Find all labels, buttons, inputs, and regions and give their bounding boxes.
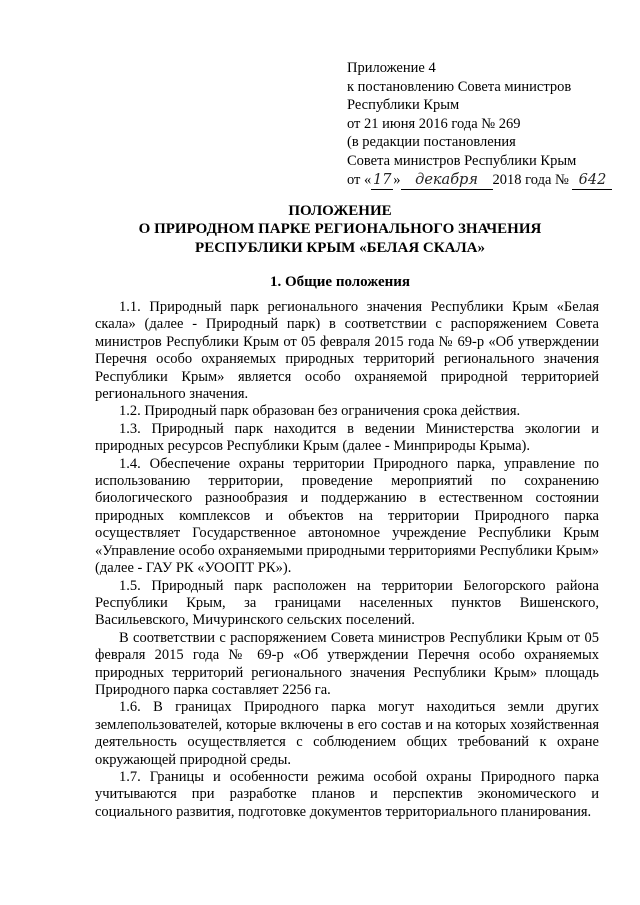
section-heading: 1. Общие положения: [269, 274, 411, 290]
paragraph-1-1: 1.1. Природный парк регионального значения Республики Крым «Белая скала» (далее - Природный парк) в соответствии с распоряжением Совета министров Республики Крым от 05 февраля 2015 года № 69-р «Об утверждении Перечня особо охраняемых природных территорий регионального значения Республики Крым» является особо охраняемой природной территорией регионального значения.: [95, 299, 599, 403]
title-line: РЕСПУБЛИКИ КРЫМ «БЕЛАЯ СКАЛА»: [195, 239, 485, 256]
handwritten-month: декабря: [401, 171, 493, 191]
paragraph-1-4: 1.4. Обеспечение охраны территории Природного парка, управление по использованию территории, проведение мероприятий по сохранению биологического разнообразия и поддержанию в естественном состоянии природных комплексов и объектов на территории Природного парка осуществляет Государственное автономное учреждение Республики Крым «Управление особо охраняемыми природными территориями Республики Крым» (далее - ГАУ РК «УООПТ РК»).: [95, 455, 599, 577]
paragraph-1-5: 1.5. Природный парк расположен на территории Белогорского района Республики Крым, за границами населенных пунктов Вишенского, Васильевского, Мичуринского сельских поселений.: [95, 577, 599, 629]
handwritten-number: 642: [572, 171, 612, 191]
paragraph-1-7: 1.7. Границы и особенности режима особой охраны Природного парка учитываются при разработке планов и перспектив экономического и социального развития, подготовке документов территориального планирования.: [95, 768, 599, 820]
title-line: ПОЛОЖЕНИЕ: [288, 203, 392, 219]
date-year: 2018 года №: [492, 171, 569, 188]
date-prefix: от «: [347, 171, 372, 188]
paragraph-1-5-area: В соответствии с распоряжением Совета министров Республики Крым от 05 февраля 2015 года № 69-р «Об утверждении Перечня особо охраняемых природных территорий регионального значения Республики Крым» площадь Природного парка составляет 2256 га.: [95, 629, 599, 698]
appendix-block: [347, 59, 617, 190]
date-quote: »: [393, 171, 401, 188]
appendix-line: Республики Крым: [347, 97, 460, 114]
appendix-date-line: [347, 171, 617, 191]
appendix-line: от 21 июня 2016 года № 269: [347, 115, 521, 132]
appendix-line: Совета министров Республики Крым: [347, 152, 577, 169]
paragraph-1-2: 1.2. Природный парк образован без ограничения срока действия.: [119, 403, 521, 420]
appendix-line: к постановлению Совета министров: [347, 78, 572, 95]
appendix-line: (в редакции постановления: [347, 134, 516, 151]
paragraph-1-6: 1.6. В границах Природного парка могут находиться земли других землепользователей, которые включены в его состав и на которых хозяйственная деятельность осуществляется с соблюдением общих требований к охране окружающей природной среды.: [95, 699, 599, 768]
appendix-line: Приложение 4: [347, 60, 436, 76]
document-title: [60, 202, 620, 257]
paragraph-1-3: 1.3. Природный парк находится в ведении Министерства экологии и природных ресурсов Республики Крым (далее - Минприроды Крыма).: [95, 420, 599, 455]
title-line: О ПРИРОДНОМ ПАРКЕ РЕГИОНАЛЬНОГО ЗНАЧЕНИЯ: [138, 221, 542, 238]
handwritten-day: 17: [371, 171, 393, 191]
document-body: [95, 296, 599, 821]
